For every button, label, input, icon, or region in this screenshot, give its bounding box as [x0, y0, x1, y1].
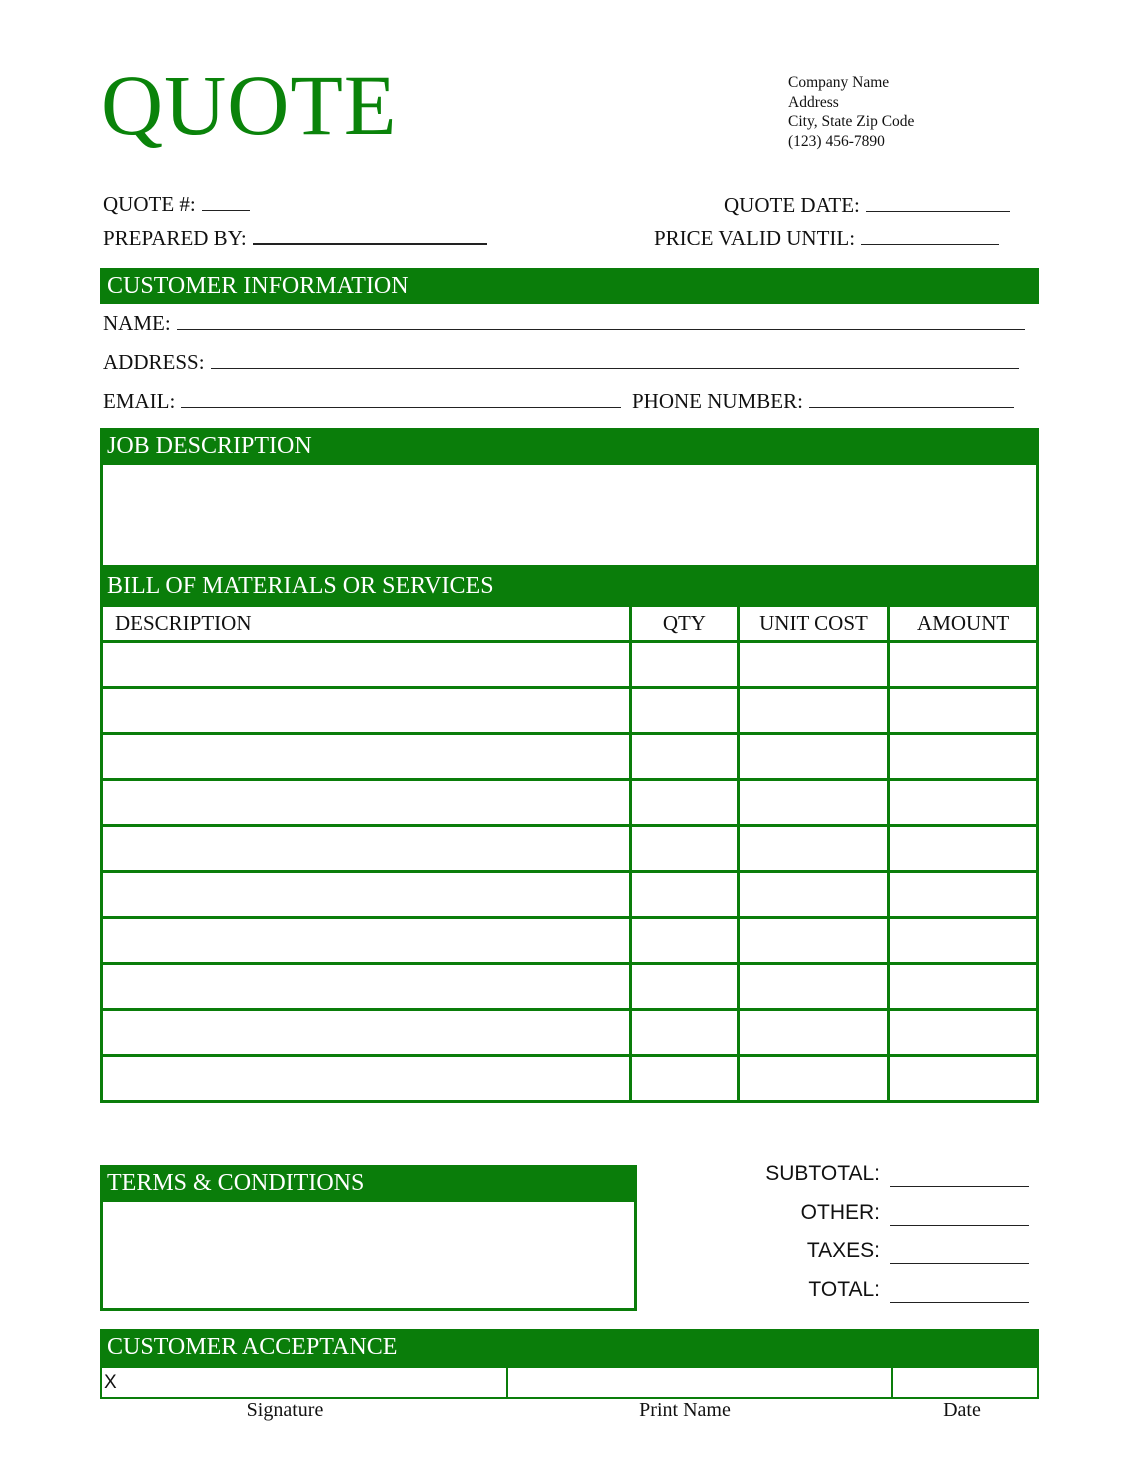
- signature-x: X: [104, 1372, 117, 1393]
- bom-row: [102, 918, 1038, 964]
- bom-cell-description[interactable]: [102, 872, 631, 918]
- company-name: Company Name: [788, 74, 890, 91]
- bom-cell-qty[interactable]: [631, 826, 739, 872]
- bom-row: [102, 642, 1038, 688]
- bom-cell-amount[interactable]: [889, 826, 1038, 872]
- subtotal-label: SUBTOTAL:: [765, 1162, 880, 1185]
- col-description: DESCRIPTION: [102, 606, 631, 642]
- bom-cell-unit-cost[interactable]: [738, 918, 889, 964]
- bom-cell-description[interactable]: [102, 918, 631, 964]
- customer-email-field[interactable]: [103, 389, 621, 413]
- bom-cell-unit-cost[interactable]: [738, 826, 889, 872]
- bom-header-row: [102, 606, 1038, 642]
- email-label: EMAIL:: [103, 389, 176, 413]
- taxes-label: TAXES:: [806, 1239, 880, 1262]
- bom-cell-qty[interactable]: [631, 688, 739, 734]
- acceptance-header: CUSTOMER ACCEPTANCE: [100, 1329, 1039, 1367]
- bom-cell-description[interactable]: [102, 1010, 631, 1056]
- col-unit-cost: UNIT COST: [738, 606, 889, 642]
- bom-row: [102, 780, 1038, 826]
- bom-cell-qty[interactable]: [631, 872, 739, 918]
- bom-cell-description[interactable]: [102, 780, 631, 826]
- bom-cell-amount[interactable]: [889, 642, 1038, 688]
- prepared-by-field[interactable]: [103, 225, 487, 250]
- bom-cell-qty[interactable]: [631, 734, 739, 780]
- bom-cell-amount[interactable]: [889, 964, 1038, 1010]
- bom-row: [102, 872, 1038, 918]
- bom-cell-amount[interactable]: [889, 734, 1038, 780]
- name-label: NAME:: [103, 311, 171, 335]
- bom-row: [102, 688, 1038, 734]
- customer-phone-field[interactable]: [632, 389, 1014, 413]
- quote-number-label: QUOTE #:: [103, 192, 196, 216]
- page-title: QUOTE: [101, 57, 398, 153]
- date-field[interactable]: [891, 1368, 1039, 1397]
- bom-cell-qty[interactable]: [631, 1056, 739, 1102]
- other-field[interactable]: [890, 1209, 1029, 1226]
- company-phone: (123) 456-7890: [788, 132, 885, 150]
- print-name-field[interactable]: [506, 1368, 894, 1397]
- bom-header: BILL OF MATERIALS OR SERVICES: [100, 568, 1039, 605]
- bom-cell-qty[interactable]: [631, 918, 739, 964]
- bom-cell-description[interactable]: [102, 964, 631, 1010]
- taxes-field[interactable]: [890, 1247, 1029, 1264]
- bom-cell-amount[interactable]: [889, 1056, 1038, 1102]
- bom-row: [102, 1056, 1038, 1102]
- bom-cell-unit-cost[interactable]: [738, 1056, 889, 1102]
- bom-cell-qty[interactable]: [631, 642, 739, 688]
- company-city: City, State Zip Code: [788, 113, 915, 130]
- company-info: [788, 73, 914, 151]
- bom-cell-qty[interactable]: [631, 964, 739, 1010]
- bom-cell-unit-cost[interactable]: [738, 780, 889, 826]
- quote-number-field[interactable]: [103, 192, 250, 216]
- bom-cell-description[interactable]: [102, 826, 631, 872]
- quote-date-label: QUOTE DATE:: [724, 193, 860, 217]
- acceptance-row: [100, 1366, 1039, 1399]
- signature-field[interactable]: [102, 1368, 506, 1397]
- bom-cell-qty[interactable]: [631, 780, 739, 826]
- bom-cell-amount[interactable]: [889, 918, 1038, 964]
- signature-caption: Signature: [246, 1399, 324, 1421]
- terms-box[interactable]: [100, 1200, 637, 1311]
- bom-row: [102, 964, 1038, 1010]
- bom-cell-description[interactable]: [102, 688, 631, 734]
- valid-until-label: PRICE VALID UNTIL:: [654, 226, 856, 250]
- print-name-caption: Print Name: [639, 1399, 731, 1421]
- bom-cell-unit-cost[interactable]: [738, 734, 889, 780]
- bom-cell-amount[interactable]: [889, 872, 1038, 918]
- job-description-box[interactable]: [100, 463, 1039, 568]
- total-field[interactable]: [890, 1286, 1029, 1303]
- bom-cell-description[interactable]: [102, 1056, 631, 1102]
- total-label: TOTAL:: [808, 1278, 880, 1301]
- bom-table: [100, 604, 1039, 1103]
- terms-header: TERMS & CONDITIONS: [100, 1165, 637, 1202]
- bom-row: [102, 734, 1038, 780]
- bom-cell-unit-cost[interactable]: [738, 688, 889, 734]
- bom-row: [102, 826, 1038, 872]
- bom-row: [102, 1010, 1038, 1056]
- bom-cell-description[interactable]: [102, 734, 631, 780]
- bom-cell-unit-cost[interactable]: [738, 872, 889, 918]
- customer-address-field[interactable]: [103, 350, 1019, 374]
- date-caption: Date: [943, 1399, 981, 1421]
- quote-date-field[interactable]: [724, 193, 1010, 217]
- company-address: Address: [788, 93, 839, 111]
- col-amount: AMOUNT: [889, 606, 1038, 642]
- bom-cell-amount[interactable]: [889, 1010, 1038, 1056]
- bom-cell-unit-cost[interactable]: [738, 964, 889, 1010]
- prepared-by-label: PREPARED BY:: [103, 226, 247, 250]
- phone-label: PHONE NUMBER:: [632, 389, 803, 413]
- bom-cell-amount[interactable]: [889, 780, 1038, 826]
- bom-cell-unit-cost[interactable]: [738, 1010, 889, 1056]
- col-qty: QTY: [631, 606, 739, 642]
- bom-cell-description[interactable]: [102, 642, 631, 688]
- valid-until-field[interactable]: [654, 226, 999, 250]
- bom-cell-qty[interactable]: [631, 1010, 739, 1056]
- address-label: ADDRESS:: [103, 350, 205, 374]
- other-label: OTHER:: [800, 1201, 880, 1224]
- bom-cell-amount[interactable]: [889, 688, 1038, 734]
- customer-name-field[interactable]: [103, 311, 1025, 335]
- subtotal-field[interactable]: [890, 1170, 1029, 1187]
- job-description-header: JOB DESCRIPTION: [100, 428, 1039, 465]
- customer-info-header: CUSTOMER INFORMATION: [100, 268, 1039, 304]
- bom-cell-unit-cost[interactable]: [738, 642, 889, 688]
